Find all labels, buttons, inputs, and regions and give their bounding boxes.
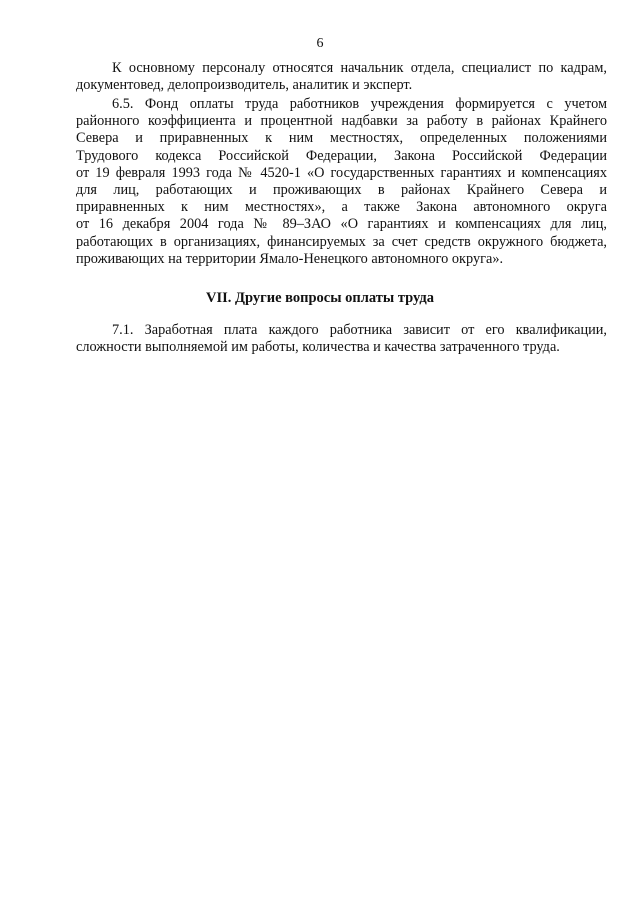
paragraph-line: проживающих на территории Ямало-Ненецкого автономного округа». — [76, 250, 504, 267]
paragraph-line: приравненных к ним местностях», а также Закона автономного округа — [76, 199, 607, 216]
page-number: 6 — [316, 36, 324, 51]
paragraph-line: от 16 декабря 2004 года № 89–ЗАО «О гарантиях и компенсациях для лиц, — [76, 216, 607, 233]
paragraph-line: Севера и приравненных к ним местностях, определенных положениями — [76, 130, 607, 147]
paragraph-line: районного коэффициента и процентной надбавки за работу в районах Крайнего — [76, 113, 607, 130]
paragraph-line: 7.1. Заработная плата каждого работника зависит от его квалификации, — [112, 322, 607, 338]
paragraph-line: 6.5. Фонд оплаты труда работников учреждения формируется с учетом — [112, 96, 607, 112]
paragraph-line: работающих в организациях, финансируемых за счет средств окружного бюджета, — [76, 233, 607, 250]
paragraph-7-1 — [76, 322, 607, 356]
paragraph-6-5 — [76, 96, 607, 268]
paragraph-line: сложности выполняемой им работы, количества и качества затраченного труда. — [76, 339, 560, 356]
paragraph-line: К основному персоналу относятся начальник отдела, специалист по кадрам, — [112, 60, 607, 76]
section-heading: VII. Другие вопросы оплаты труда — [206, 290, 434, 306]
paragraph-line: документовед, делопроизводитель, аналитик и эксперт. — [76, 77, 413, 94]
paragraph-staff — [76, 60, 607, 94]
paragraph-line: Трудового кодекса Российской Федерации, Закона Российской Федерации — [76, 147, 607, 164]
paragraph-line: для лиц, работающих и проживающих в районах Крайнего Севера и — [76, 182, 607, 199]
paragraph-line: от 19 февраля 1993 года № 4520-1 «О государственных гарантиях и компенсациях — [76, 164, 607, 181]
